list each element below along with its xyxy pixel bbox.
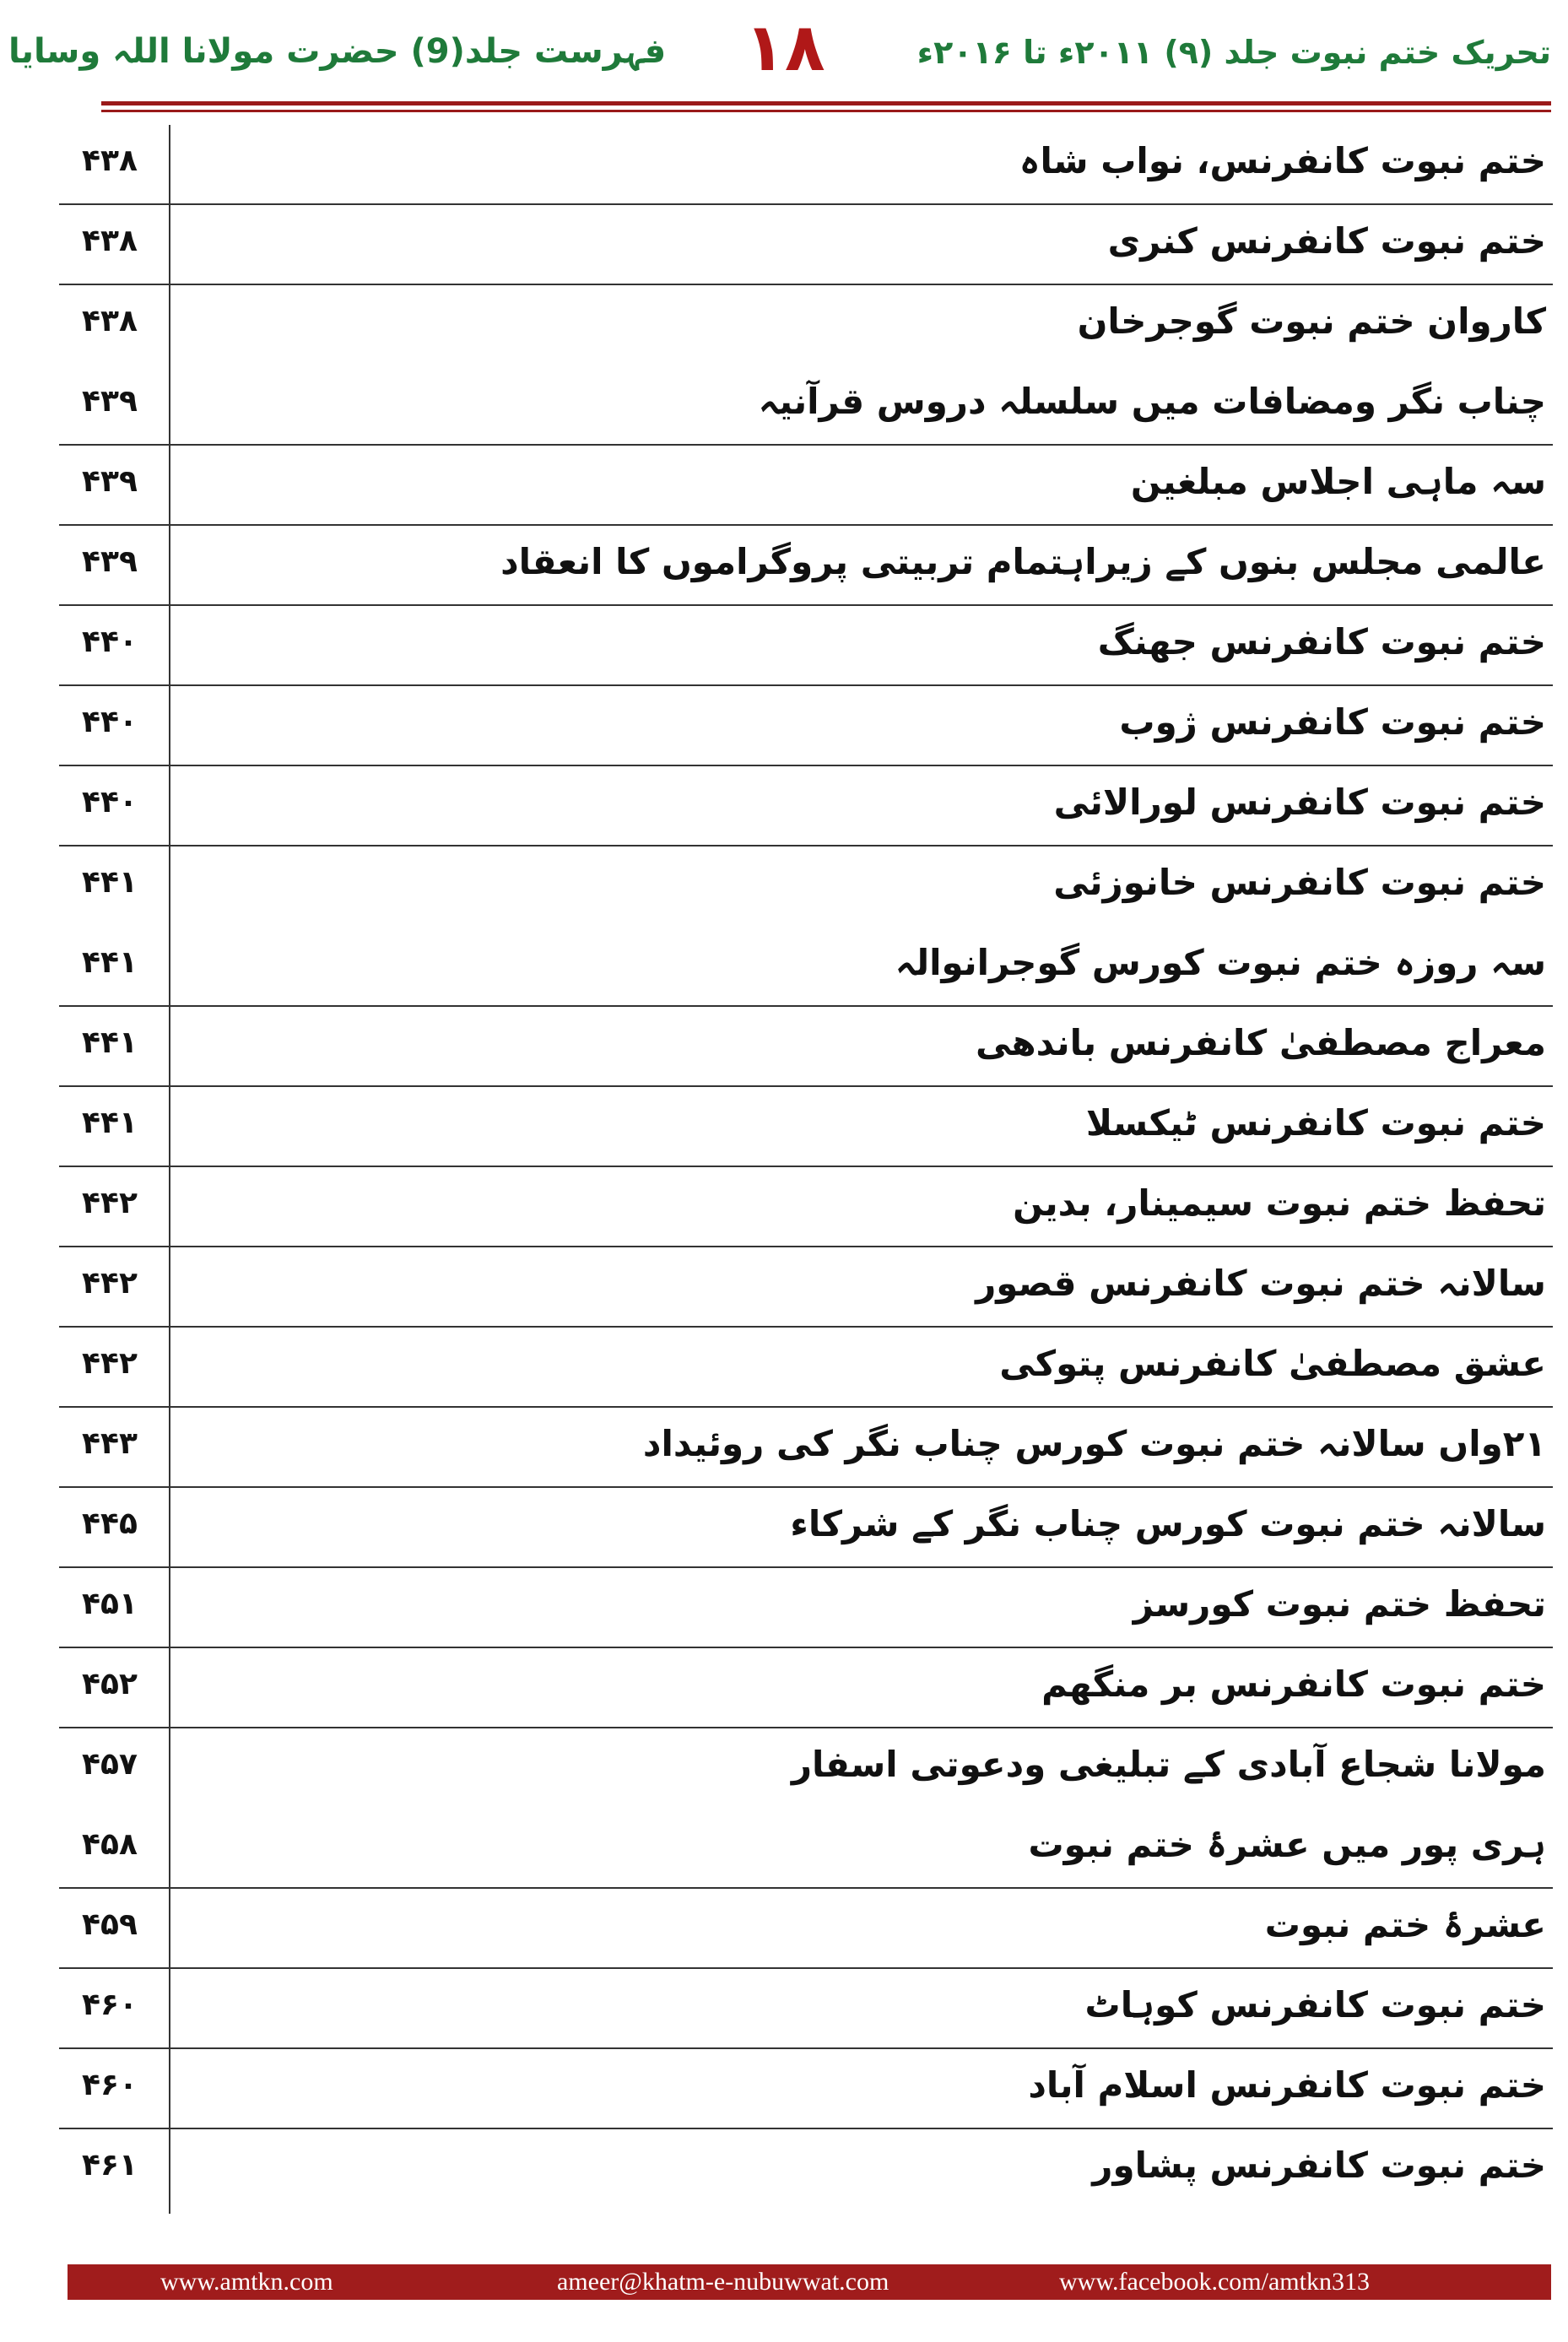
toc-row xyxy=(59,1809,1553,1889)
toc-entry-title: معراج مصطفیٰ کانفرنس باندھی xyxy=(975,1022,1546,1063)
toc-page-number: ۴۴۱ xyxy=(82,945,138,980)
header-rule xyxy=(101,101,1551,105)
toc-entry-title: ختم نبوت کانفرنس لورالائی xyxy=(1053,782,1546,823)
toc-entry-title: عشق مصطفیٰ کانفرنس پتوکی xyxy=(999,1343,1546,1384)
toc-entry-title: ختم نبوت کانفرنس کوہاٹ xyxy=(1084,1984,1546,2026)
page-footer xyxy=(68,2264,1551,2300)
toc-page-number: ۴۴۳ xyxy=(82,1426,138,1461)
toc-entry-title: ختم نبوت کانفرنس ژوب xyxy=(1119,701,1546,743)
toc-row xyxy=(59,606,1553,686)
toc-entry-title: تحفظ ختم نبوت سیمینار، بدین xyxy=(1013,1182,1546,1224)
toc-page-number: ۴۵۸ xyxy=(82,1827,138,1862)
toc-page-number: ۴۴۲ xyxy=(82,1266,138,1301)
toc-entry-title: ختم نبوت کانفرنس کنری xyxy=(1107,220,1546,262)
toc-entry-title: ختم نبوت کانفرنس خانوزئی xyxy=(1053,862,1546,903)
toc-entry-title: ختم نبوت کانفرنس جھنگ xyxy=(1097,621,1546,663)
toc-page-number: ۴۳۸ xyxy=(82,143,138,178)
page-header xyxy=(0,0,1568,101)
toc-page-number: ۴۴۱ xyxy=(82,1106,138,1140)
toc-page-number: ۴۴۱ xyxy=(82,1025,138,1060)
toc-page-number: ۴۴۰ xyxy=(82,705,138,739)
toc-entry-title: ختم نبوت کانفرنس پشاور xyxy=(1092,2145,1546,2186)
toc-page-number: ۴۴۲ xyxy=(82,1186,138,1220)
toc-entry-title: کاروان ختم نبوت گوجرخان xyxy=(1077,300,1546,342)
footer-email-link[interactable]: ameer@khatm-e-nubuwwat.com xyxy=(557,2268,889,2296)
toc-page-number: ۴۴۰ xyxy=(82,625,138,659)
toc-page-number: ۴۵۷ xyxy=(82,1747,138,1782)
toc-row xyxy=(59,1087,1553,1167)
toc-entry-title: چناب نگر ومضافات میں سلسلہ دروس قرآنیہ xyxy=(758,381,1546,422)
toc-row xyxy=(59,1488,1553,1568)
toc-page-number: ۴۴۵ xyxy=(82,1506,138,1541)
toc-page-number: ۴۳۸ xyxy=(82,224,138,258)
toc-page-number: ۴۳۹ xyxy=(82,544,138,579)
toc-page-number: ۴۶۰ xyxy=(82,1988,138,2022)
header-book-title: تحریک ختم نبوت جلد (۹) ۲۰۱۱ء تا ۲۰۱۶ء xyxy=(916,34,1551,71)
toc-row xyxy=(59,365,1553,446)
toc-row xyxy=(59,1648,1553,1728)
toc-entry-title: سہ روزہ ختم نبوت کورس گوجرانوالہ xyxy=(895,942,1546,983)
toc-row xyxy=(59,1328,1553,1408)
contents-table xyxy=(59,125,1553,2214)
toc-row xyxy=(59,446,1553,526)
toc-entry-title: سہ ماہی اجلاس مبلغین xyxy=(1130,461,1546,502)
toc-entry-title: ختم نبوت کانفرنس اسلام آباد xyxy=(1028,2064,1546,2106)
toc-entry-title: تحفظ ختم نبوت کورسز xyxy=(1133,1583,1546,1625)
toc-page-number: ۴۳۹ xyxy=(82,384,138,419)
toc-row xyxy=(59,2129,1553,2209)
toc-row xyxy=(59,1247,1553,1328)
toc-row xyxy=(59,125,1553,205)
toc-row xyxy=(59,1728,1553,1809)
toc-entry-title: ختم نبوت کانفرنس بر منگھم xyxy=(1041,1663,1546,1705)
toc-row xyxy=(59,927,1553,1007)
toc-row xyxy=(59,1969,1553,2049)
footer-facebook-link[interactable]: www.facebook.com/amtkn313 xyxy=(1059,2268,1370,2296)
toc-row xyxy=(59,285,1553,365)
toc-entry-title: ختم نبوت کانفرنس، نواب شاہ xyxy=(1019,140,1546,181)
toc-entry-title: ختم نبوت کانفرنس ٹیکسلا xyxy=(1085,1102,1546,1144)
toc-row xyxy=(59,1889,1553,1969)
toc-entry-title: عالمی مجلس بنوں کے زیراہتمام تربیتی پروگراموں کا انعقاد xyxy=(500,541,1546,582)
toc-row xyxy=(59,2049,1553,2129)
toc-entry-title: سالانہ ختم نبوت کانفرنس قصور xyxy=(976,1263,1546,1304)
toc-page-number: ۴۶۰ xyxy=(82,2068,138,2102)
toc-row xyxy=(59,1408,1553,1488)
toc-entry-title: عشرۂ ختم نبوت xyxy=(1264,1904,1546,1945)
toc-entry-title: ۲۱واں سالانہ ختم نبوت کورس چناب نگر کی روئیداد xyxy=(642,1423,1546,1464)
toc-row xyxy=(59,205,1553,285)
toc-page-number: ۴۵۹ xyxy=(82,1907,138,1942)
page-number: ۱۸ xyxy=(744,10,825,86)
toc-page-number: ۴۳۸ xyxy=(82,304,138,338)
toc-entry-title: مولانا شجاع آبادی کے تبلیغی ودعوتی اسفار xyxy=(791,1744,1546,1785)
toc-page-number: ۴۵۲ xyxy=(82,1667,138,1701)
toc-entry-title: ہری پور میں عشرۂ ختم نبوت xyxy=(1028,1824,1546,1865)
toc-row xyxy=(59,1167,1553,1247)
toc-row xyxy=(59,1568,1553,1648)
header-rule-thin xyxy=(101,110,1551,112)
toc-page-number: ۴۴۲ xyxy=(82,1346,138,1381)
toc-row xyxy=(59,766,1553,846)
toc-row xyxy=(59,1007,1553,1087)
toc-row xyxy=(59,686,1553,766)
toc-row xyxy=(59,526,1553,606)
toc-page-number: ۴۳۹ xyxy=(82,464,138,499)
toc-row xyxy=(59,846,1553,927)
toc-page-number: ۴۴۱ xyxy=(82,865,138,900)
header-volume-title: فہرست جلد(9) حضرت مولانا اللہ وسایا xyxy=(8,32,667,71)
footer-website-link[interactable]: www.amtkn.com xyxy=(160,2268,333,2296)
toc-page-number: ۴۴۰ xyxy=(82,785,138,819)
toc-entry-title: سالانہ ختم نبوت کورس چناب نگر کے شرکاء xyxy=(790,1503,1546,1544)
toc-page-number: ۴۶۱ xyxy=(82,2148,138,2182)
toc-page-number: ۴۵۱ xyxy=(82,1587,138,1621)
